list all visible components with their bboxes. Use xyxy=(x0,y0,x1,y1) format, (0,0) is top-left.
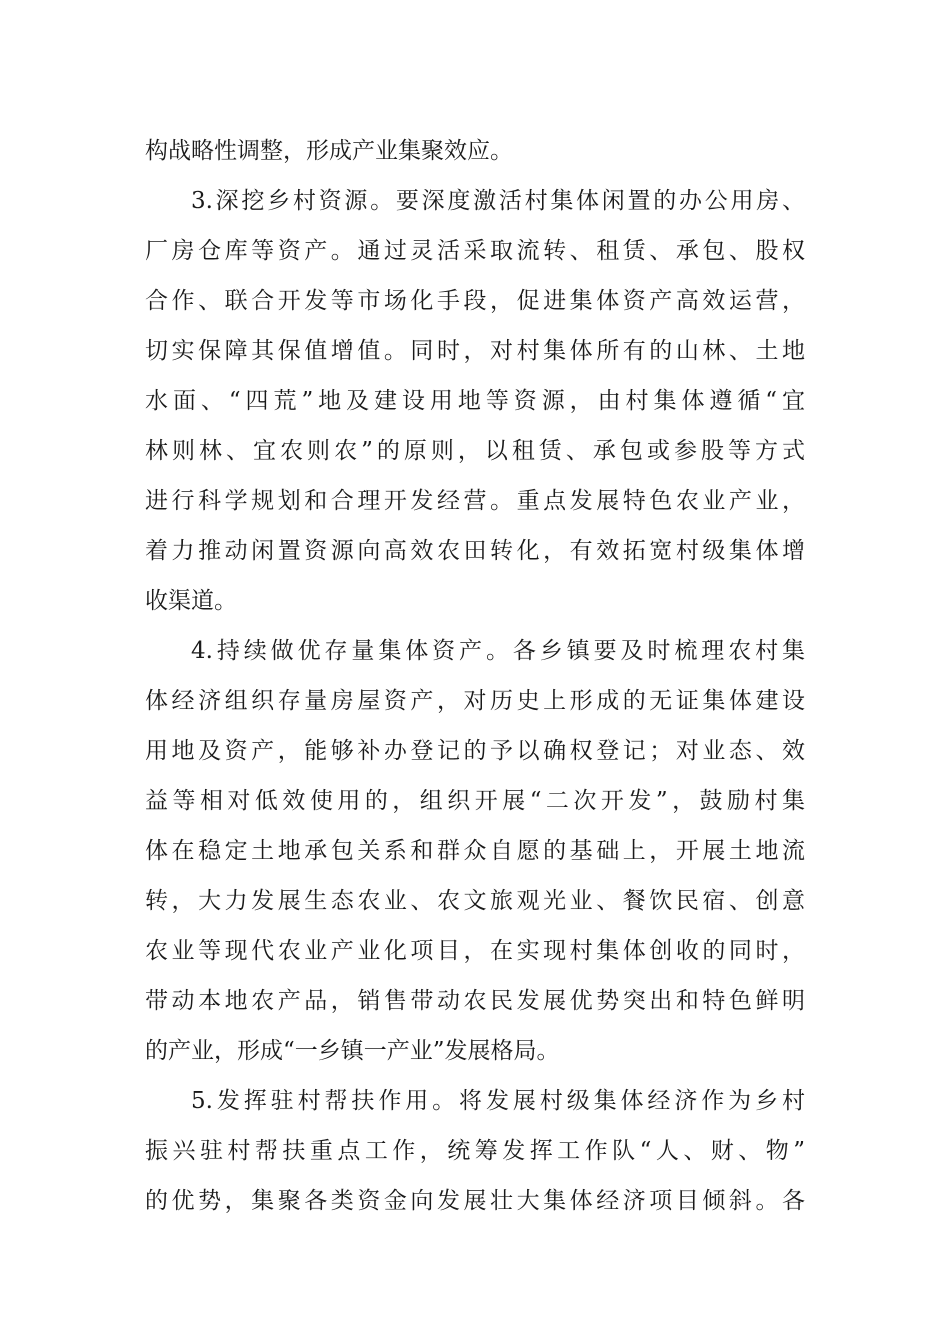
text-line: 厂房仓库等资产。通过灵活采取流转、租赁、承包、股权 xyxy=(145,238,805,264)
text-line: 着力推动闲置资源向高效农田转化，有效拓宽村级集体增 xyxy=(145,538,805,564)
document-body xyxy=(145,126,805,1226)
text-line: 用地及资产，能够补办登记的予以确权登记；对业态、效 xyxy=(145,738,805,764)
text-line: 益等相对低效使用的，组织开展“二次开发”，鼓励村集 xyxy=(145,788,805,814)
text-line: 体在稳定土地承包关系和群众自愿的基础上，开展土地流 xyxy=(145,838,805,864)
text-line: 振兴驻村帮扶重点工作，统筹发挥工作队“人、财、物” xyxy=(145,1138,805,1164)
text-line: 转，大力发展生态农业、农文旅观光业、餐饮民宿、创意 xyxy=(145,888,805,914)
text-line: 的产业，形成“一乡镇一产业”发展格局。 xyxy=(145,1038,560,1064)
text-line: 带动本地农产品，销售带动农民发展优势突出和特色鲜明 xyxy=(145,988,805,1014)
text-line: 进行科学规划和合理开发经营。重点发展特色农业产业， xyxy=(145,488,805,514)
text-line: 3.深挖乡村资源。要深度激活村集体闲置的办公用房、 xyxy=(191,188,805,214)
text-line: 4.持续做优存量集体资产。各乡镇要及时梳理农村集 xyxy=(191,638,805,664)
text-line: 切实保障其保值增值。同时，对村集体所有的山林、土地 xyxy=(145,338,805,364)
text-line: 体经济组织存量房屋资产，对历史上形成的无证集体建设 xyxy=(145,688,805,714)
text-line: 构战略性调整，形成产业集聚效应。 xyxy=(145,138,513,164)
text-line: 的优势，集聚各类资金向发展壮大集体经济项目倾斜。各 xyxy=(145,1188,805,1214)
text-line: 农业等现代农业产业化项目，在实现村集体创收的同时， xyxy=(145,938,805,964)
text-line: 合作、联合开发等市场化手段，促进集体资产高效运营， xyxy=(145,288,805,314)
text-line: 水面、“四荒”地及建设用地等资源，由村集体遵循“宜 xyxy=(145,388,805,414)
text-line: 收渠道。 xyxy=(145,588,237,614)
text-line: 林则林、宜农则农”的原则，以租赁、承包或参股等方式 xyxy=(145,438,805,464)
text-line: 5.发挥驻村帮扶作用。将发展村级集体经济作为乡村 xyxy=(191,1088,805,1114)
